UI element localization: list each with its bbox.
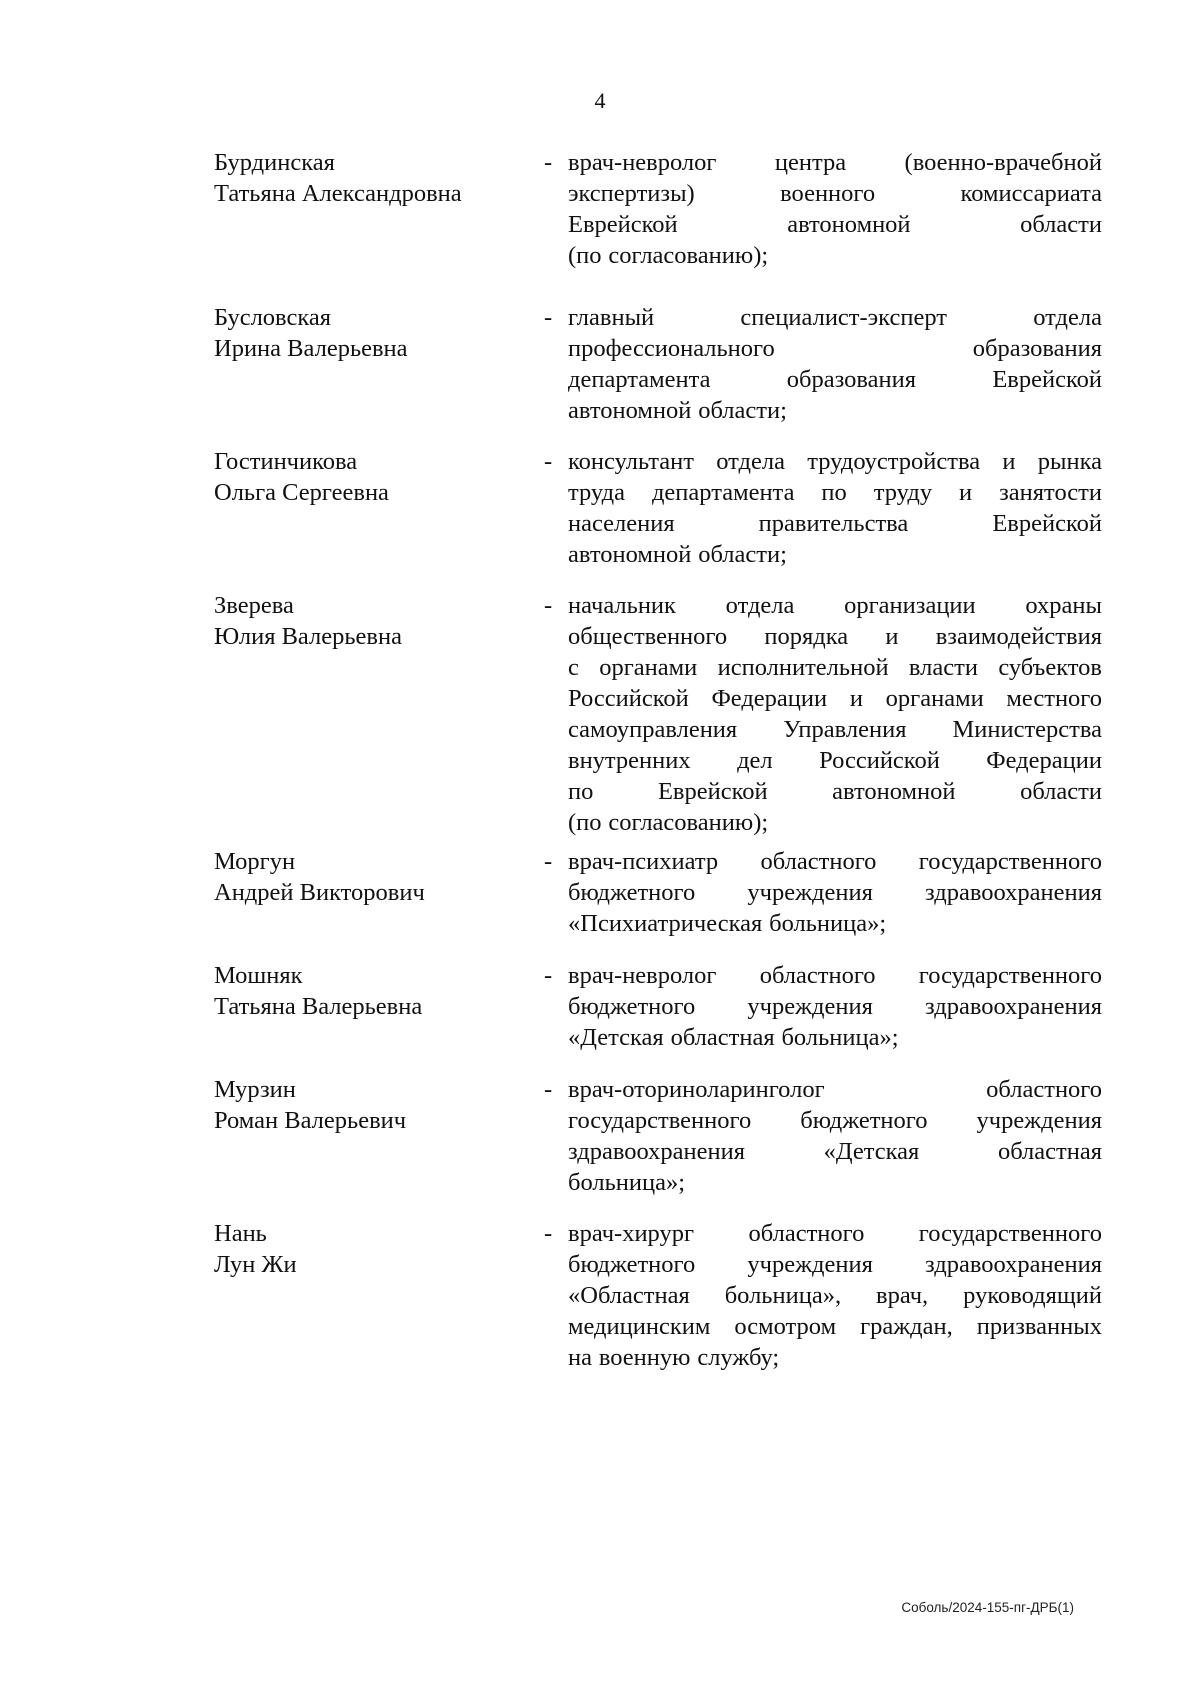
- position-line: Российской Федерации и органами местного: [568, 685, 1102, 712]
- position-line: (по согласованию);: [568, 242, 769, 269]
- position-line: главный специалист-эксперт отдела: [568, 304, 1102, 331]
- position-line: (по согласованию);: [568, 809, 769, 836]
- member-surname: Гостинчикова: [214, 448, 358, 475]
- position-line: медицинским осмотром граждан, призванных: [568, 1313, 1102, 1340]
- position-line: «Областная больница», врач, руководящий: [568, 1282, 1102, 1309]
- member-position: [568, 446, 1102, 570]
- member-position: [568, 960, 1102, 1053]
- member-given-names: Роман Валерьевич: [214, 1107, 407, 1134]
- position-line: врач-психиатр областного государственного: [568, 848, 1102, 875]
- member-position: [568, 590, 1102, 838]
- position-line: бюджетного учреждения здравоохранения: [568, 993, 1102, 1020]
- position-line: здравоохранения «Детская областная: [568, 1138, 1102, 1165]
- position-line: с органами исполнительной власти субъектов: [568, 654, 1102, 681]
- position-line: врач-невролог центра (военно-врачебной: [568, 149, 1102, 176]
- position-line: автономной области;: [568, 397, 787, 424]
- member-name: [214, 1218, 534, 1280]
- position-line: общественного порядка и взаимодействия: [568, 623, 1102, 650]
- position-line: бюджетного учреждения здравоохранения: [568, 1251, 1102, 1278]
- position-line: «Психиатрическая больница»;: [568, 910, 887, 937]
- member-position: [568, 1218, 1102, 1373]
- entry-dash: -: [544, 1076, 553, 1103]
- member-surname: Мошняк: [214, 962, 303, 989]
- position-line: труда департамента по труду и занятости: [568, 479, 1102, 506]
- entry-dash: -: [544, 962, 553, 989]
- entry-dash: -: [544, 448, 553, 475]
- entry-dash: -: [544, 848, 553, 875]
- member-name: [214, 590, 534, 652]
- member-surname: Нань: [214, 1220, 267, 1247]
- position-line: больница»;: [568, 1169, 686, 1196]
- position-line: департамента образования Еврейской: [568, 366, 1102, 393]
- position-line: по Еврейской автономной области: [568, 778, 1102, 805]
- member-name: [214, 446, 534, 508]
- member-position: [568, 1074, 1102, 1198]
- page-number: 4: [594, 88, 606, 113]
- member-position: [568, 147, 1102, 271]
- member-surname: Моргун: [214, 848, 296, 875]
- position-line: на военную службу;: [568, 1344, 780, 1371]
- entry-dash: -: [544, 1220, 553, 1247]
- position-line: «Детская областная больница»;: [568, 1024, 899, 1051]
- member-given-names: Андрей Викторович: [214, 879, 425, 906]
- member-surname: Бурдинская: [214, 149, 335, 176]
- member-given-names: Татьяна Александровна: [214, 180, 462, 207]
- member-given-names: Лун Жи: [214, 1251, 297, 1278]
- position-line: экспертизы) военного комиссариата: [568, 180, 1102, 207]
- member-name: [214, 1074, 534, 1136]
- position-line: профессионального образования: [568, 335, 1102, 362]
- member-surname: Зверева: [214, 592, 294, 619]
- position-line: внутренних дел Российской Федерации: [568, 747, 1102, 774]
- member-name: [214, 960, 534, 1022]
- member-given-names: Ольга Сергеевна: [214, 479, 389, 506]
- position-line: автономной области;: [568, 541, 787, 568]
- position-line: государственного бюджетного учреждения: [568, 1107, 1102, 1134]
- position-line: самоуправления Управления Министерства: [568, 716, 1102, 743]
- member-given-names: Юлия Валерьевна: [214, 623, 402, 650]
- position-line: врач-хирург областного государственного: [568, 1220, 1102, 1247]
- position-line: врач-оториноларинголог областного: [568, 1076, 1102, 1103]
- position-line: Еврейской автономной области: [568, 211, 1102, 238]
- document-code: Соболь/2024-155-пг-ДРБ(1): [901, 1600, 1074, 1615]
- entry-dash: -: [544, 592, 553, 619]
- member-position: [568, 846, 1102, 939]
- member-given-names: Ирина Валерьевна: [214, 335, 408, 362]
- position-line: врач-невролог областного государственного: [568, 962, 1102, 989]
- member-name: [214, 302, 534, 364]
- member-name: [214, 147, 534, 209]
- entry-dash: -: [544, 304, 553, 331]
- position-line: начальник отдела организации охраны: [568, 592, 1102, 619]
- position-line: консультант отдела трудоустройства и рынка: [568, 448, 1102, 475]
- member-surname: Мурзин: [214, 1076, 296, 1103]
- position-line: населения правительства Еврейской: [568, 510, 1102, 537]
- member-name: [214, 846, 534, 908]
- member-surname: Бусловская: [214, 304, 332, 331]
- member-given-names: Татьяна Валерьевна: [214, 993, 423, 1020]
- member-position: [568, 302, 1102, 426]
- position-line: бюджетного учреждения здравоохранения: [568, 879, 1102, 906]
- entry-dash: -: [544, 149, 553, 176]
